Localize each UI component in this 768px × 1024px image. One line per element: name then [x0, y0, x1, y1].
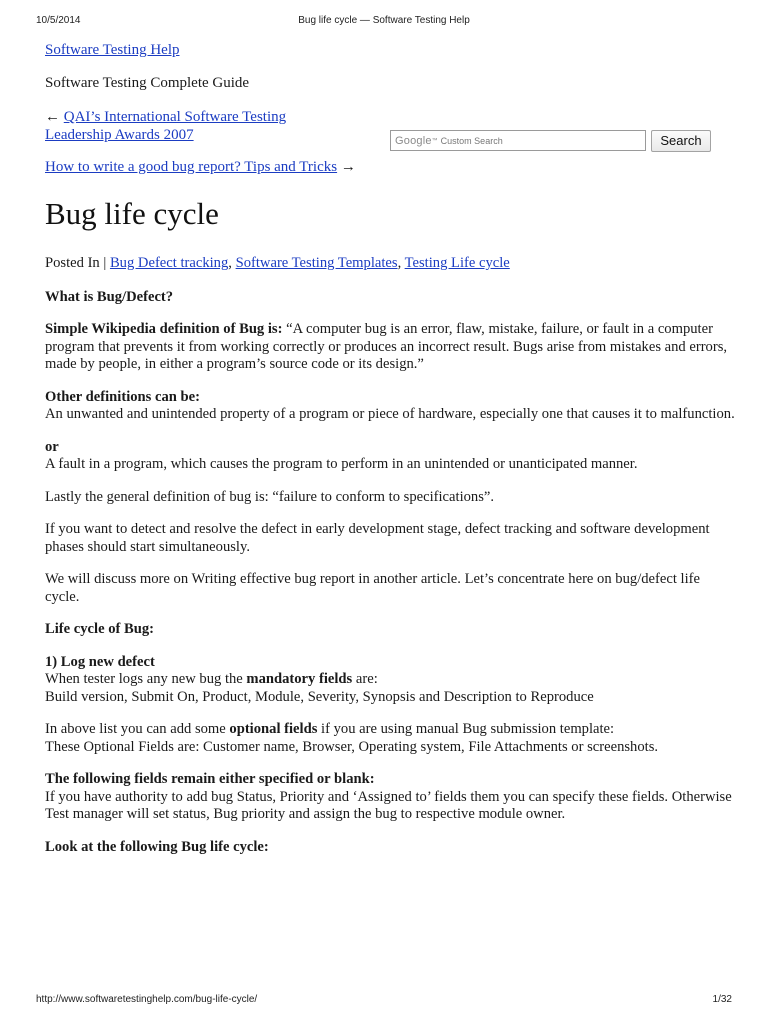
print-url: http://www.softwaretestinghelp.com/bug-life-cycle/	[36, 994, 258, 1005]
wiki-definition-label: Simple Wikipedia definition of Bug is:	[45, 321, 283, 337]
or-definition-paragraph	[45, 439, 735, 474]
optional-fields-label: optional fields	[229, 721, 318, 737]
left-arrow-icon: ←	[45, 109, 60, 125]
previous-post-link-line1: QAI’s International Software Testing	[63, 109, 287, 125]
previous-post-link[interactable]	[45, 109, 286, 143]
mandatory-fields-list: Build version, Submit On, Product, Module, Severity, Synopsis and Description to Reproduce	[45, 688, 594, 705]
site-name	[45, 42, 179, 59]
previous-post-nav	[45, 108, 286, 144]
section-heading-look-at-cycle	[45, 839, 735, 857]
search-input[interactable]	[390, 130, 646, 151]
post-title: Bug life cycle	[45, 196, 219, 231]
detect-defect-paragraph: If you want to detect and resolve the defect in early development stage, defect tracking and software development phases should start simultaneously.	[45, 521, 710, 555]
log-new-defect-heading: 1) Log new defect	[45, 653, 155, 670]
remain-fields-text: If you have authority to add bug Status, Priority and ‘Assigned to’ fields them you can specify these fields. Otherwise Test manager will set status, Bug priority and assign the bug to respective module owner.	[45, 788, 732, 822]
posted-in-line	[45, 255, 735, 273]
previous-post-link-line2: Leadership Awards 2007	[45, 127, 194, 143]
optional-fields-paragraph	[45, 721, 735, 756]
heading-text: Life cycle of Bug:	[45, 621, 155, 637]
posted-in-label: Posted In |	[45, 255, 107, 271]
discuss-paragraph: We will discuss more on Writing effective bug report in another article. Let’s concentrate here on bug/defect life cycle.	[45, 571, 700, 605]
next-post-nav	[45, 159, 356, 176]
right-arrow-icon: →	[340, 159, 356, 175]
section-heading-what-is-bug	[45, 289, 735, 307]
log-text-post: are:	[352, 671, 378, 687]
or-label: or	[45, 438, 59, 455]
site-name-link[interactable]: Software Testing Help	[45, 42, 180, 58]
category-separator: ,	[228, 255, 232, 271]
log-new-defect-paragraph	[45, 654, 735, 707]
next-post-link[interactable]: How to write a good bug report? Tips and Tricks	[45, 159, 338, 175]
other-definitions-heading: Other definitions can be:	[45, 388, 200, 405]
section-heading-life-cycle	[45, 621, 735, 639]
wiki-definition-paragraph	[45, 321, 735, 374]
google-trademark: ™	[431, 137, 438, 144]
optional-text-post: if you are using manual Bug submission template:	[317, 721, 615, 737]
log-text-pre: When tester logs any new bug the	[45, 671, 247, 687]
mandatory-fields-label: mandatory fields	[246, 671, 353, 687]
remain-fields-heading: The following fields remain either specified or blank:	[45, 771, 375, 787]
general-definition-paragraph: Lastly the general definition of bug is: “failure to conform to specifications”.	[45, 488, 495, 505]
site-description: Software Testing Complete Guide	[45, 75, 250, 91]
post-content	[45, 255, 735, 856]
print-page-title: Bug life cycle — Software Testing Help	[298, 15, 470, 26]
wiki-definition-text: “A computer bug is an error, flaw, mistake, failure, or fault in a computer program that prevents it from working correctly or produces an incorrect result. Bugs arise from mistakes and errors, made by people, in either a program’s source code or its design.”	[45, 321, 728, 372]
search-button[interactable]: Search	[651, 130, 711, 152]
category-link-testing-life-cycle[interactable]: Testing Life cycle	[404, 255, 510, 271]
google-logo: Google	[395, 134, 432, 147]
remain-fields-paragraph	[45, 771, 735, 824]
or-definition-text: A fault in a program, which causes the program to perform in an unintended or unanticipated manner.	[45, 456, 638, 472]
print-page-number: 1/32	[712, 994, 732, 1005]
search-placeholder: Custom Search	[440, 135, 503, 146]
category-link-bug-defect-tracking[interactable]: Bug Defect tracking	[109, 255, 229, 271]
print-date: 10/5/2014	[36, 15, 81, 26]
optional-fields-list: These Optional Fields are: Customer name, Browser, Operating system, File Attachments or screenshots.	[45, 738, 659, 755]
other-definitions-paragraph	[45, 389, 735, 424]
category-link-software-testing-templates[interactable]: Software Testing Templates	[235, 255, 398, 271]
category-separator: ,	[397, 255, 402, 271]
heading-text: What is Bug/Defect?	[45, 288, 174, 305]
optional-text-pre: In above list you can add some	[45, 721, 230, 737]
heading-text: Look at the following Bug life cycle:	[45, 838, 269, 855]
other-definitions-text: An unwanted and unintended property of a program or piece of hardware, especially one that causes it to malfunction.	[45, 406, 735, 422]
